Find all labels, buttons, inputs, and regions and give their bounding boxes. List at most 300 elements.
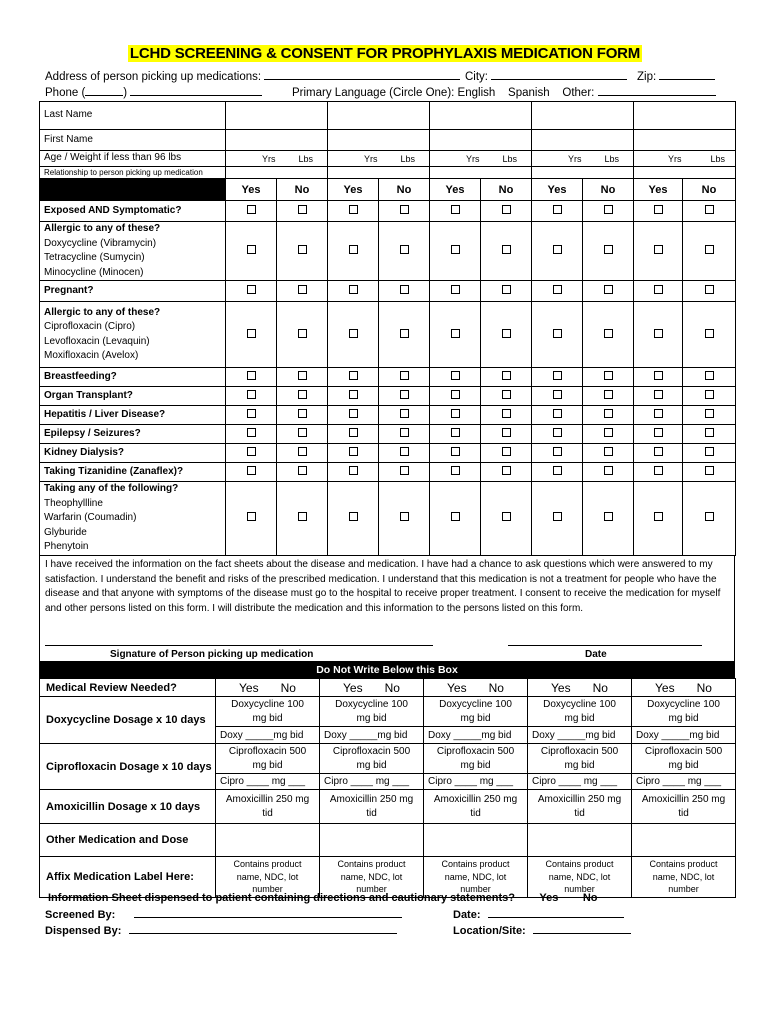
label-area[interactable]: Contains product name, NDC, lot number xyxy=(632,857,736,898)
checkbox[interactable] xyxy=(451,447,460,456)
yes-checkbox[interactable] xyxy=(532,425,583,444)
checkbox[interactable] xyxy=(604,512,613,521)
checkbox[interactable] xyxy=(553,329,562,338)
checkbox[interactable] xyxy=(400,428,409,437)
yes-checkbox[interactable] xyxy=(226,302,277,368)
checkbox[interactable] xyxy=(502,447,511,456)
cipro-dose[interactable]: Ciprofloxacin 500 mg bid xyxy=(320,744,424,774)
no-checkbox[interactable] xyxy=(683,281,736,302)
cipro-line[interactable]: Cipro ____ mg ___ xyxy=(216,774,320,790)
checkbox[interactable] xyxy=(400,371,409,380)
checkbox[interactable] xyxy=(298,409,307,418)
no-checkbox[interactable] xyxy=(583,302,634,368)
yes-checkbox[interactable] xyxy=(634,368,683,387)
checkbox[interactable] xyxy=(451,512,460,521)
no-checkbox[interactable] xyxy=(379,368,430,387)
no-checkbox[interactable] xyxy=(481,201,532,222)
checkbox[interactable] xyxy=(654,466,663,475)
no-checkbox[interactable] xyxy=(379,463,430,482)
checkbox[interactable] xyxy=(451,390,460,399)
last-name-field-person-2[interactable] xyxy=(328,102,430,130)
no-checkbox[interactable] xyxy=(277,281,328,302)
yes-checkbox[interactable] xyxy=(430,482,481,556)
no-checkbox[interactable] xyxy=(379,222,430,281)
checkbox[interactable] xyxy=(298,466,307,475)
checkbox[interactable] xyxy=(400,245,409,254)
no-checkbox[interactable] xyxy=(683,368,736,387)
last-name-field-person-3[interactable] xyxy=(430,102,532,130)
yes-checkbox[interactable] xyxy=(532,201,583,222)
no-checkbox[interactable] xyxy=(379,444,430,463)
checkbox[interactable] xyxy=(502,390,511,399)
no-checkbox[interactable] xyxy=(481,387,532,406)
yes-checkbox[interactable] xyxy=(226,463,277,482)
yes-checkbox[interactable] xyxy=(430,444,481,463)
checkbox[interactable] xyxy=(298,245,307,254)
other-med-field[interactable] xyxy=(216,824,320,857)
lang-english[interactable]: English xyxy=(457,87,496,99)
no-checkbox[interactable] xyxy=(481,463,532,482)
lang-other[interactable]: Other: xyxy=(562,87,595,99)
checkbox[interactable] xyxy=(604,371,613,380)
relationship-field-person-3[interactable] xyxy=(430,167,532,179)
other-med-field[interactable] xyxy=(424,824,528,857)
last-name-field-person-5[interactable] xyxy=(634,102,736,130)
no-checkbox[interactable] xyxy=(379,482,430,556)
phone-area-field[interactable] xyxy=(85,86,123,96)
yes-checkbox[interactable] xyxy=(532,482,583,556)
checkbox[interactable] xyxy=(502,285,511,294)
checkbox[interactable] xyxy=(553,285,562,294)
yes-checkbox[interactable] xyxy=(634,444,683,463)
checkbox[interactable] xyxy=(654,428,663,437)
doxy-dose[interactable]: Doxycycline 100 mg bid xyxy=(216,697,320,727)
location-field[interactable] xyxy=(533,924,631,934)
checkbox[interactable] xyxy=(705,409,714,418)
checkbox[interactable] xyxy=(553,409,562,418)
doxy-line[interactable]: Doxy _____mg bid xyxy=(320,727,424,744)
doxy-dose[interactable]: Doxycycline 100 mg bid xyxy=(632,697,736,727)
checkbox[interactable] xyxy=(349,205,358,214)
yes-checkbox[interactable] xyxy=(226,222,277,281)
no-checkbox[interactable] xyxy=(379,387,430,406)
checkbox[interactable] xyxy=(298,428,307,437)
cipro-line[interactable]: Cipro ____ mg ___ xyxy=(632,774,736,790)
yes-checkbox[interactable] xyxy=(328,425,379,444)
footer-date-field[interactable] xyxy=(488,908,624,918)
checkbox[interactable] xyxy=(247,447,256,456)
checkbox[interactable] xyxy=(553,390,562,399)
checkbox[interactable] xyxy=(400,205,409,214)
yes-checkbox[interactable] xyxy=(532,406,583,425)
yes-checkbox[interactable] xyxy=(226,406,277,425)
checkbox[interactable] xyxy=(451,466,460,475)
checkbox[interactable] xyxy=(349,428,358,437)
checkbox[interactable] xyxy=(298,285,307,294)
checkbox[interactable] xyxy=(247,329,256,338)
yes-checkbox[interactable] xyxy=(328,444,379,463)
checkbox[interactable] xyxy=(400,466,409,475)
yes-checkbox[interactable] xyxy=(532,387,583,406)
no-checkbox[interactable] xyxy=(481,368,532,387)
yes-checkbox[interactable] xyxy=(430,368,481,387)
checkbox[interactable] xyxy=(553,371,562,380)
address-field[interactable] xyxy=(264,70,460,80)
checkbox[interactable] xyxy=(654,205,663,214)
checkbox[interactable] xyxy=(349,329,358,338)
yes-checkbox[interactable] xyxy=(634,425,683,444)
relationship-field-person-2[interactable] xyxy=(328,167,430,179)
checkbox[interactable] xyxy=(705,285,714,294)
no-checkbox[interactable] xyxy=(379,281,430,302)
review-yes-no[interactable]: Yes No xyxy=(528,679,632,697)
label-area[interactable]: Contains product name, NDC, lot number xyxy=(216,857,320,898)
doxy-line[interactable]: Doxy _____mg bid xyxy=(632,727,736,744)
checkbox[interactable] xyxy=(705,371,714,380)
yes-checkbox[interactable] xyxy=(226,201,277,222)
doxy-dose[interactable]: Doxycycline 100 mg bid xyxy=(320,697,424,727)
yes-checkbox[interactable] xyxy=(532,281,583,302)
yes-checkbox[interactable] xyxy=(430,463,481,482)
no-checkbox[interactable] xyxy=(683,406,736,425)
yes-checkbox[interactable] xyxy=(328,222,379,281)
checkbox[interactable] xyxy=(349,285,358,294)
checkbox[interactable] xyxy=(654,329,663,338)
checkbox[interactable] xyxy=(654,371,663,380)
checkbox[interactable] xyxy=(604,409,613,418)
signature-line[interactable] xyxy=(45,645,433,646)
checkbox[interactable] xyxy=(247,245,256,254)
no-checkbox[interactable] xyxy=(583,281,634,302)
yes-checkbox[interactable] xyxy=(226,387,277,406)
doxy-dose[interactable]: Doxycycline 100 mg bid xyxy=(528,697,632,727)
checkbox[interactable] xyxy=(247,285,256,294)
checkbox[interactable] xyxy=(247,466,256,475)
review-yes-no[interactable]: Yes No xyxy=(632,679,736,697)
other-med-field[interactable] xyxy=(632,824,736,857)
yes-checkbox[interactable] xyxy=(328,302,379,368)
last-name-field-person-1[interactable] xyxy=(226,102,328,130)
checkbox[interactable] xyxy=(553,428,562,437)
checkbox[interactable] xyxy=(654,245,663,254)
checkbox[interactable] xyxy=(451,409,460,418)
checkbox[interactable] xyxy=(502,466,511,475)
no-checkbox[interactable] xyxy=(583,463,634,482)
cipro-line[interactable]: Cipro ____ mg ___ xyxy=(320,774,424,790)
checkbox[interactable] xyxy=(654,409,663,418)
no-checkbox[interactable] xyxy=(583,201,634,222)
checkbox[interactable] xyxy=(705,512,714,521)
yes-checkbox[interactable] xyxy=(532,463,583,482)
no-checkbox[interactable] xyxy=(583,222,634,281)
no-checkbox[interactable] xyxy=(277,201,328,222)
cipro-line[interactable]: Cipro ____ mg ___ xyxy=(528,774,632,790)
checkbox[interactable] xyxy=(604,329,613,338)
yes-checkbox[interactable] xyxy=(634,406,683,425)
checkbox[interactable] xyxy=(349,245,358,254)
label-area[interactable]: Contains product name, NDC, lot number xyxy=(528,857,632,898)
checkbox[interactable] xyxy=(502,512,511,521)
checkbox[interactable] xyxy=(400,285,409,294)
first-name-field-person-3[interactable] xyxy=(430,130,532,151)
no-checkbox[interactable] xyxy=(683,201,736,222)
checkbox[interactable] xyxy=(451,245,460,254)
zip-field[interactable] xyxy=(659,70,715,80)
no-checkbox[interactable] xyxy=(379,302,430,368)
question-label: Epilepsy / Seizures? xyxy=(40,425,226,444)
amox-dose[interactable]: Amoxicillin 250 mg tid xyxy=(632,790,736,824)
no-checkbox[interactable] xyxy=(379,425,430,444)
city-field[interactable] xyxy=(491,70,627,80)
checkbox[interactable] xyxy=(502,371,511,380)
no-checkbox[interactable] xyxy=(277,302,328,368)
yes-checkbox[interactable] xyxy=(328,281,379,302)
no-checkbox[interactable] xyxy=(583,368,634,387)
checkbox[interactable] xyxy=(604,285,613,294)
no-checkbox[interactable] xyxy=(277,406,328,425)
checkbox[interactable] xyxy=(654,285,663,294)
cipro-dose[interactable]: Ciprofloxacin 500 mg bid xyxy=(216,744,320,774)
checkbox[interactable] xyxy=(451,371,460,380)
lang-spanish[interactable]: Spanish xyxy=(508,87,550,99)
no-checkbox[interactable] xyxy=(683,482,736,556)
checkbox[interactable] xyxy=(400,390,409,399)
no-checkbox[interactable] xyxy=(379,201,430,222)
no-checkbox[interactable] xyxy=(683,425,736,444)
no-checkbox[interactable] xyxy=(481,444,532,463)
checkbox[interactable] xyxy=(654,390,663,399)
checkbox[interactable] xyxy=(553,466,562,475)
checkbox[interactable] xyxy=(247,428,256,437)
age-weight-person-2[interactable]: Yrs Lbs xyxy=(328,151,430,167)
other-language-field[interactable] xyxy=(598,86,716,96)
yes-checkbox[interactable] xyxy=(634,463,683,482)
checkbox[interactable] xyxy=(654,512,663,521)
first-name-field-person-1[interactable] xyxy=(226,130,328,151)
info-yes[interactable]: Yes xyxy=(539,892,559,904)
city-label: City: xyxy=(465,70,627,83)
no-checkbox[interactable] xyxy=(277,222,328,281)
relationship-field-person-1[interactable] xyxy=(226,167,328,179)
checkbox[interactable] xyxy=(705,390,714,399)
checkbox[interactable] xyxy=(502,205,511,214)
no-checkbox[interactable] xyxy=(277,463,328,482)
checkbox[interactable] xyxy=(400,512,409,521)
phone-field[interactable] xyxy=(130,86,262,96)
other-med-field[interactable] xyxy=(320,824,424,857)
no-checkbox[interactable] xyxy=(481,425,532,444)
yes-checkbox[interactable] xyxy=(634,482,683,556)
doxy-dose[interactable]: Doxycycline 100 mg bid xyxy=(424,697,528,727)
no-checkbox[interactable] xyxy=(481,406,532,425)
review-yes-no[interactable]: Yes No xyxy=(424,679,528,697)
checkbox[interactable] xyxy=(553,205,562,214)
checkbox[interactable] xyxy=(247,512,256,521)
age-weight-person-1[interactable]: Yrs Lbs xyxy=(226,151,328,167)
checkbox[interactable] xyxy=(604,205,613,214)
checkbox[interactable] xyxy=(247,205,256,214)
yes-checkbox[interactable] xyxy=(634,201,683,222)
no-checkbox[interactable] xyxy=(277,482,328,556)
cipro-dose[interactable]: Ciprofloxacin 500 mg bid xyxy=(528,744,632,774)
no-checkbox[interactable] xyxy=(481,482,532,556)
yes-checkbox[interactable] xyxy=(328,201,379,222)
age-weight-person-4[interactable]: Yrs Lbs xyxy=(532,151,634,167)
checkbox[interactable] xyxy=(705,329,714,338)
checkbox[interactable] xyxy=(451,428,460,437)
yes-checkbox[interactable] xyxy=(634,302,683,368)
no-checkbox[interactable] xyxy=(481,281,532,302)
label-area[interactable]: Contains product name, NDC, lot number xyxy=(320,857,424,898)
checkbox[interactable] xyxy=(604,447,613,456)
label-area[interactable]: Contains product name, NDC, lot number xyxy=(424,857,528,898)
yes-checkbox[interactable] xyxy=(328,463,379,482)
checkbox[interactable] xyxy=(604,390,613,399)
cipro-dose[interactable]: Ciprofloxacin 500 mg bid xyxy=(424,744,528,774)
checkbox[interactable] xyxy=(400,329,409,338)
checkbox[interactable] xyxy=(298,371,307,380)
checkbox[interactable] xyxy=(247,390,256,399)
zip-label: Zip: xyxy=(637,70,715,83)
no-checkbox[interactable] xyxy=(583,387,634,406)
checkbox[interactable] xyxy=(553,447,562,456)
no-checkbox[interactable] xyxy=(277,444,328,463)
doxy-line[interactable]: Doxy _____mg bid xyxy=(528,727,632,744)
yes-checkbox[interactable] xyxy=(328,387,379,406)
dispensed-by-field[interactable] xyxy=(129,924,397,934)
checkbox[interactable] xyxy=(451,285,460,294)
checkbox[interactable] xyxy=(349,512,358,521)
no-checkbox[interactable] xyxy=(683,302,736,368)
no-checkbox[interactable] xyxy=(683,222,736,281)
yes-checkbox[interactable] xyxy=(634,281,683,302)
yes-checkbox[interactable] xyxy=(634,387,683,406)
yes-checkbox[interactable] xyxy=(532,222,583,281)
checkbox[interactable] xyxy=(502,409,511,418)
yes-checkbox[interactable] xyxy=(430,302,481,368)
checkbox[interactable] xyxy=(502,245,511,254)
checkbox[interactable] xyxy=(247,409,256,418)
amox-dose[interactable]: Amoxicillin 250 mg tid xyxy=(216,790,320,824)
checkbox[interactable] xyxy=(298,205,307,214)
checkbox[interactable] xyxy=(604,466,613,475)
checkbox[interactable] xyxy=(705,447,714,456)
checkbox[interactable] xyxy=(298,447,307,456)
checkbox[interactable] xyxy=(604,428,613,437)
no-checkbox[interactable] xyxy=(277,368,328,387)
age-weight-person-3[interactable]: Yrs Lbs xyxy=(430,151,532,167)
yes-checkbox[interactable] xyxy=(226,368,277,387)
checkbox[interactable] xyxy=(604,245,613,254)
no-checkbox[interactable] xyxy=(481,302,532,368)
yes-checkbox[interactable] xyxy=(328,482,379,556)
yes-checkbox[interactable] xyxy=(226,482,277,556)
yes-checkbox[interactable] xyxy=(226,281,277,302)
no-checkbox[interactable] xyxy=(583,425,634,444)
yes-checkbox[interactable] xyxy=(226,444,277,463)
no-checkbox[interactable] xyxy=(277,425,328,444)
checkbox[interactable] xyxy=(705,428,714,437)
yes-checkbox[interactable] xyxy=(430,406,481,425)
yes-checkbox[interactable] xyxy=(532,368,583,387)
review-yes-no[interactable]: Yes No xyxy=(320,679,424,697)
checkbox[interactable] xyxy=(349,409,358,418)
checkbox[interactable] xyxy=(705,466,714,475)
checkbox[interactable] xyxy=(349,447,358,456)
checkbox[interactable] xyxy=(553,512,562,521)
yes-checkbox[interactable] xyxy=(532,302,583,368)
checkbox[interactable] xyxy=(349,390,358,399)
first-name-field-person-5[interactable] xyxy=(634,130,736,151)
checkbox[interactable] xyxy=(451,205,460,214)
review-yes-no[interactable]: Yes No xyxy=(216,679,320,697)
yes-checkbox[interactable] xyxy=(430,387,481,406)
first-name-field-person-4[interactable] xyxy=(532,130,634,151)
doxy-line[interactable]: Doxy _____mg bid xyxy=(424,727,528,744)
yes-checkbox[interactable] xyxy=(328,368,379,387)
amox-dose[interactable]: Amoxicillin 250 mg tid xyxy=(528,790,632,824)
amox-dose[interactable]: Amoxicillin 250 mg tid xyxy=(320,790,424,824)
checkbox[interactable] xyxy=(553,245,562,254)
relationship-field-person-4[interactable] xyxy=(532,167,634,179)
checkbox[interactable] xyxy=(451,329,460,338)
no-checkbox[interactable] xyxy=(379,406,430,425)
checkbox[interactable] xyxy=(502,428,511,437)
no-checkbox[interactable] xyxy=(583,482,634,556)
yes-checkbox[interactable] xyxy=(328,406,379,425)
no-checkbox[interactable] xyxy=(583,406,634,425)
info-no[interactable]: No xyxy=(582,892,598,904)
no-checkbox[interactable] xyxy=(683,444,736,463)
checkbox[interactable] xyxy=(247,371,256,380)
other-med-field[interactable] xyxy=(528,824,632,857)
yes-checkbox[interactable] xyxy=(634,222,683,281)
doxy-line[interactable]: Doxy _____mg bid xyxy=(216,727,320,744)
last-name-field-person-4[interactable] xyxy=(532,102,634,130)
yes-checkbox[interactable] xyxy=(430,201,481,222)
checkbox[interactable] xyxy=(705,245,714,254)
yes-checkbox[interactable] xyxy=(532,444,583,463)
no-checkbox[interactable] xyxy=(481,222,532,281)
no-checkbox[interactable] xyxy=(683,387,736,406)
relationship-field-person-5[interactable] xyxy=(634,167,736,179)
amox-dose[interactable]: Amoxicillin 250 mg tid xyxy=(424,790,528,824)
checkbox[interactable] xyxy=(298,512,307,521)
no-checkbox[interactable] xyxy=(277,387,328,406)
no-checkbox[interactable] xyxy=(583,444,634,463)
checkbox[interactable] xyxy=(298,329,307,338)
no-checkbox[interactable] xyxy=(683,463,736,482)
cipro-dose[interactable]: Ciprofloxacin 500 mg bid xyxy=(632,744,736,774)
checkbox[interactable] xyxy=(349,371,358,380)
age-weight-person-5[interactable]: Yrs Lbs xyxy=(634,151,736,167)
checkbox[interactable] xyxy=(705,205,714,214)
yes-checkbox[interactable] xyxy=(226,425,277,444)
checkbox[interactable] xyxy=(502,329,511,338)
screened-by-field[interactable] xyxy=(134,908,402,918)
checkbox[interactable] xyxy=(349,466,358,475)
yes-checkbox[interactable] xyxy=(430,281,481,302)
checkbox[interactable] xyxy=(654,447,663,456)
date-line[interactable] xyxy=(508,645,702,646)
cipro-line[interactable]: Cipro ____ mg ___ xyxy=(424,774,528,790)
checkbox[interactable] xyxy=(400,447,409,456)
checkbox[interactable] xyxy=(298,390,307,399)
yes-checkbox[interactable] xyxy=(430,222,481,281)
yes-checkbox[interactable] xyxy=(430,425,481,444)
first-name-field-person-2[interactable] xyxy=(328,130,430,151)
checkbox[interactable] xyxy=(400,409,409,418)
